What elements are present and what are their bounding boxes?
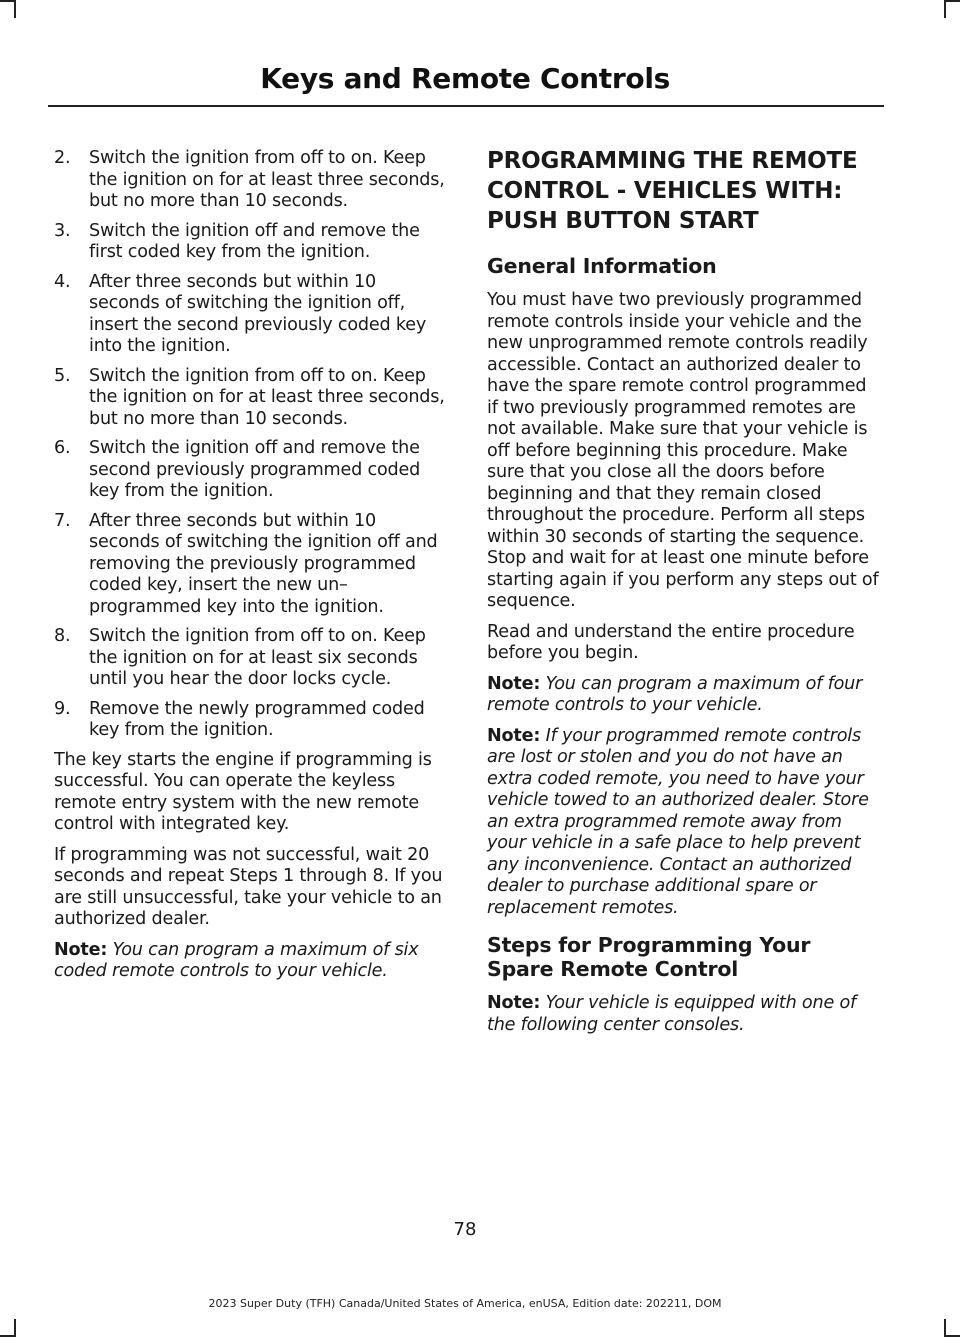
list-item: 6. Switch the ignition off and remove the second previously programmed coded key from the ignition. — [54, 438, 421, 501]
list-item: 3. Switch the ignition off and remove the first coded key from the ignition. — [54, 220, 420, 262]
list-item: 5. Switch the ignition from off to on. Keep the ignition on for at least three seconds, but no more than 10 seconds. — [54, 365, 445, 429]
left-column — [54, 148, 446, 992]
footer-edition: 2023 Super Duty (TFH) Canada/United States of America, enUSA, Edition date: 202211, DOM — [208, 1297, 722, 1310]
paragraph-unsuccessful: If programming was not successful, wait 20 seconds and repeat Steps 1 through 8. If you are still unsuccessful, take your vehicle to an authorized dealer. — [54, 844, 443, 929]
crop-mark-top-right-v — [944, 0, 946, 18]
paragraph-read-procedure: Read and understand the entire procedure before you begin. — [487, 621, 855, 663]
subheading-steps: Steps for Programming Your Spare Remote Control — [487, 933, 811, 981]
crop-mark-bottom-right-v — [944, 1319, 946, 1337]
note-max-six: Note: You can program a maximum of six coded remote controls to your vehicle. — [54, 939, 419, 981]
list-item: 4. After three seconds but within 10 seconds of switching the ignition off, insert the second previously coded key into the ignition. — [54, 271, 427, 356]
paragraph-success: The key starts the engine if programming is successful. You can operate the keyless remote entry system with the new remote control with integrated key. — [54, 749, 432, 834]
list-item: 8. Switch the ignition from off to on. Keep the ignition on for at least six seconds until you hear the door locks cycle. — [54, 626, 426, 689]
note-center-console: Note: Your vehicle is equipped with one of the following center consoles. — [487, 993, 857, 1035]
list-item: 2. Switch the ignition from off to on. Keep the ignition on for at least three seconds, but no more than 10 seconds. — [54, 148, 445, 211]
note-max-four: Note: You can program a maximum of four remote controls to your vehicle. — [487, 673, 863, 715]
crop-mark-bottom-left-v — [14, 1319, 16, 1337]
header-divider — [48, 105, 884, 107]
page-number: 78 — [453, 1219, 477, 1240]
step-list — [54, 148, 446, 742]
crop-mark-top-left-v — [14, 0, 16, 18]
right-column — [487, 146, 879, 1045]
subheading-general-information: General Information — [487, 254, 717, 278]
paragraph-general: You must have two previously programmed remote controls inside your vehicle and the new unprogrammed remote controls readily accessible. Contact an authorized dealer to have the spare remote control programmed if two previously programmed remotes are not available. Make sure that your vehicle is off before beginning this procedure. Make sure that you close all the doors before beginning and that they remain closed throughout the procedure. Perform all steps within 30 seconds of starting the sequence. Stop and wait for at least one minute before starting again if you perform any steps out of sequence. — [487, 290, 879, 611]
crop-mark-top-right — [946, 0, 960, 2]
crop-mark-top-left — [0, 0, 14, 2]
note-lost-remote: Note: If your programmed remote controls are lost or stolen and you do not have an extra coded remote, you need to have your vehicle towed to an authorized dealer. Store an extra programmed remote away from your vehicle in a safe place to help prevent any inconvenience. Contact an authorized dealer to purchase additional spare or replacement remotes. — [487, 725, 869, 918]
page-title: Keys and Remote Controls — [260, 62, 670, 95]
list-item: 9. Remove the newly programmed coded key from the ignition. — [54, 698, 425, 740]
list-item: 7. After three seconds but within 10 seconds of switching the ignition off and removing the previously programmed coded key, insert the new un–programmed key into the ignition. — [54, 510, 438, 617]
section-heading: PROGRAMMING THE REMOTE CONTROL - VEHICLES WITH: PUSH BUTTON START — [487, 148, 858, 234]
